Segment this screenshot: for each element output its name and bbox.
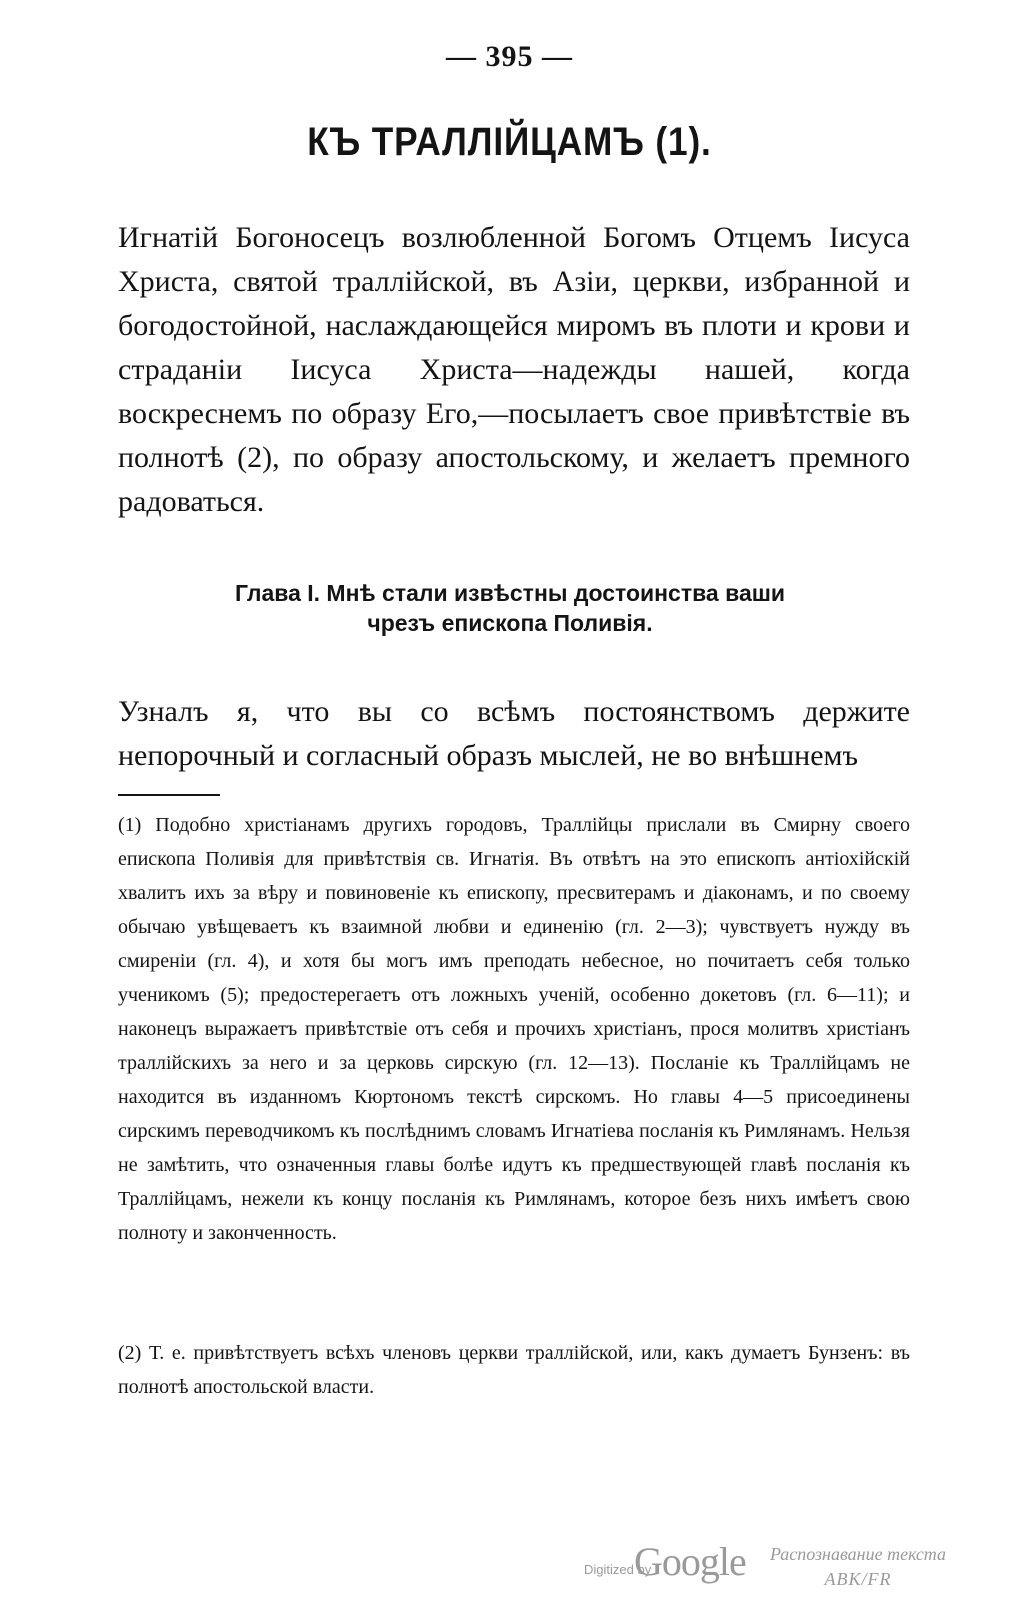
chapter-heading-line-1: Глава I. Мнѣ стали извѣстны достоинства ваши: [234, 580, 786, 606]
footnote-2: (2) Т. е. привѣтствуетъ всѣхъ членовъ церкви траллійской, или, какъ думаетъ Бунзенъ: въ полнотѣ апостольской власти.: [118, 1342, 910, 1398]
body-paragraph: Узналъ я, что вы со всѣмъ постоянствомъ держите непорочный и согласный образъ мыслей, не во внѣшнемъ: [118, 695, 910, 772]
digitized-watermark: [554, 1538, 754, 1586]
ocr-stamp-line-2: ABK/FR: [824, 1569, 892, 1589]
footnote-divider: [118, 794, 220, 796]
salutation-paragraph: Игнатій Богоносецъ возлюбленной Богомъ Отцемъ Іисуса Христа, святой траллійской, въ Азіи, церкви, избранной и богодостойной, наслаждающейся миромъ въ плоти и крови и страданіи Іисуса Христа—надежды нашей, когда воскреснемъ по образу Его,—посылаетъ свое привѣтствіе въ полнотѣ (2), по образу апостольскому, и желаетъ премного радоваться.: [118, 221, 910, 518]
page-title: КЪ ТРАЛЛІЙЦАМЪ (1).: [307, 120, 712, 164]
chapter-heading: [100, 578, 920, 638]
digitized-by-label: Digitized by: [584, 1562, 652, 1577]
footnote-1: (1) Подобно христіанамъ другихъ городовъ, Траллійцы прислали въ Смирну своего епископа Поливія для привѣтствія св. Игнатія. Въ отвѣтъ на это епископъ антіохійскій хвалитъ ихъ за вѣру и повиновеніе къ епископу, пресвитерамъ и діаконамъ, и по своему обычаю увѣщеваетъ къ взаимной любви и единенію (гл. 2—3); чувствуетъ нужду въ смиреніи (гл. 4), и хотя бы могъ имъ преподать небесное, но почитаетъ себя только ученикомъ (5); предостерегаетъ отъ ложныхъ ученій, особенно докетовъ (гл. 6—11); и наконецъ выражаетъ привѣтствіе отъ себя и прочихъ христіанъ, прося молитвъ христіанъ траллійскихъ за него и за церковь сирскую (гл. 12—13). Посланіе къ Траллійцамъ не находится въ изданномъ Кюртономъ текстѣ сирскомъ. Но главы 4—5 присоединены сирскимъ переводчикомъ къ послѣднимъ словамъ Игнатіева посланія къ Римлянамъ. Нельзя не замѣтить, что означенныя главы болѣе идутъ къ предшествующей главѣ посланія къ Траллійцамъ, нежели къ концу посланія къ Римлянамъ, которое безъ нихъ имѣетъ свою полноту и законченность.: [118, 814, 910, 1244]
ocr-stamp: [748, 1542, 968, 1598]
chapter-heading-line-2: чрезъ епископа Поливія.: [367, 610, 653, 636]
ocr-stamp-line-1: Распознавание текста: [769, 1544, 947, 1564]
google-logo: Google: [634, 1539, 746, 1584]
page-number: — 395 —: [446, 40, 573, 73]
